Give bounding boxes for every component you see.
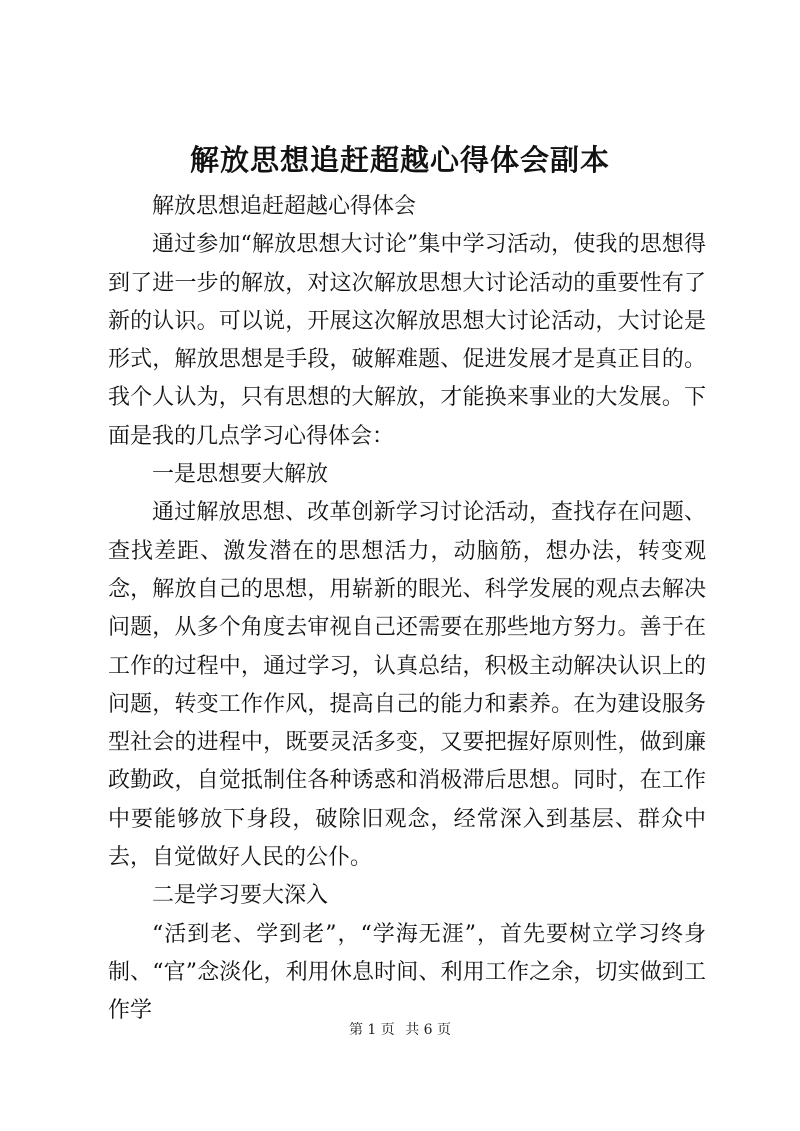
page-total: 共 6 页 (405, 1022, 452, 1038)
page-number: 第 1 页 (348, 1022, 395, 1038)
document-body (108, 188, 706, 1031)
section-paragraph-2: “活到老、学到老”，“学海无涯”，首先要树立学习终身制、“官”念淡化，利用休息时间、利用工作之余，切实做到工作学 (108, 921, 706, 1024)
document-title: 解放思想追赶超越心得体会副本 (189, 143, 610, 177)
intro-paragraph: 通过参加“解放思想大讨论”集中学习活动，使我的思想得到了进一步的解放，对这次解放思想大讨论活动的重要性有了新的认识。可以说，开展这次解放思想大讨论活动，大讨论是形式，解放思想是手段，破解难题、促进发展才是真正目的。我个人认为，只有思想的大解放，才能换来事业的大发展。下面是我的几点学习心得体会： (108, 232, 706, 449)
page-footer (0, 1020, 800, 1040)
section-heading-2: 二是学习要大深入 (152, 883, 329, 909)
document-subtitle: 解放思想追赶超越心得体会 (152, 194, 417, 219)
section-heading-1: 一是思想要大解放 (152, 462, 329, 488)
section-paragraph-1: 通过解放思想、改革创新学习讨论活动，查找存在问题、查找差距、激发潜在的思想活力，动脑筋，想办法，转变观念，解放自己的思想，用崭新的眼光、科学发展的观点去解决问题，从多个角度去审视自己还需要在那些地方努力。善于在工作的过程中，通过学习，认真总结，积极主动解决认识上的问题，转变工作作风，提高自己的能力和素养。在为建设服务型社会的进程中，既要灵活多变，又要把握好原则性，做到廉政勤政，自觉抵制住各种诱惑和消极滞后思想。同时，在工作中要能够放下身段，破除旧观念，经常深入到基层、群众中去，自觉做好人民的公仆。 (108, 500, 706, 871)
